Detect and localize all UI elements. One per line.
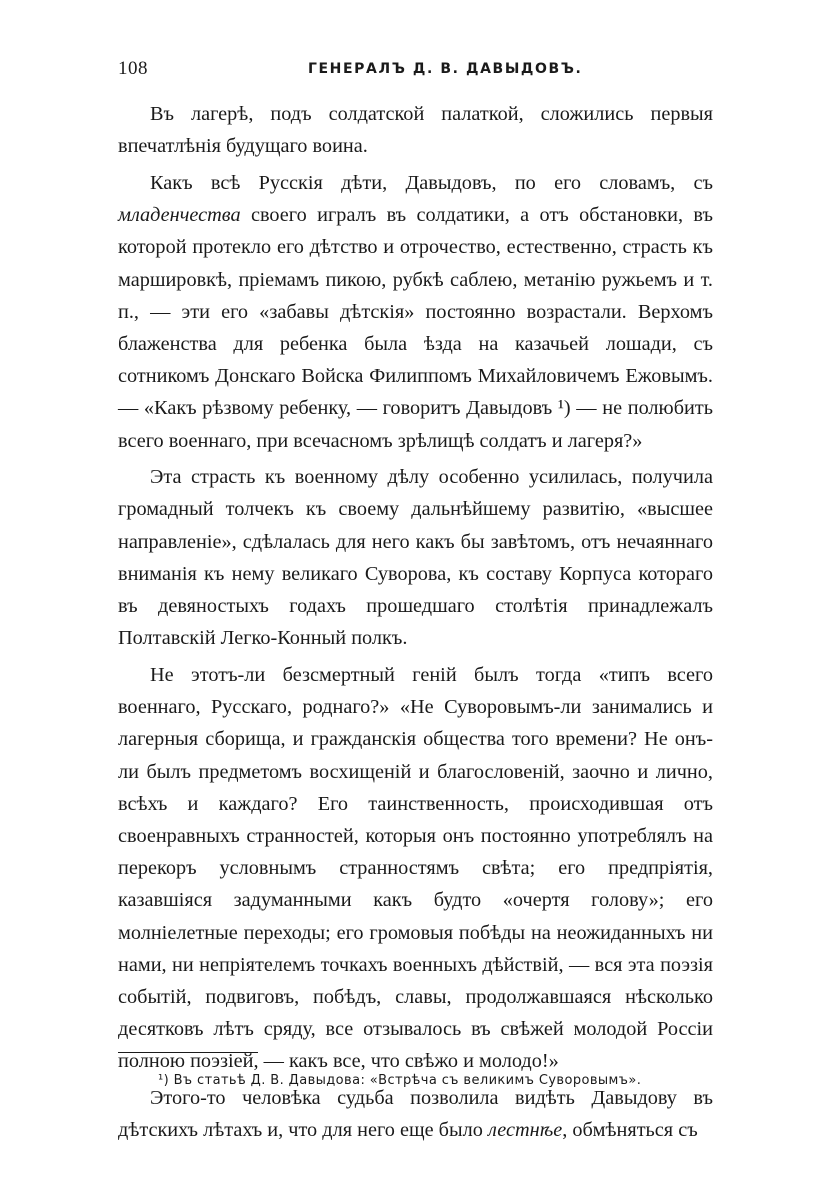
text-segment: Этого-то человѣка судьба позволила видѣть Давыдову въ дѣтскихъ лѣтахъ и, что для него еще было <box>118 1087 713 1142</box>
paragraph-5 <box>118 1082 713 1146</box>
paragraph-2 <box>118 167 713 457</box>
paragraph-3 <box>118 461 713 654</box>
text-segment: своего игралъ въ солдатики, а отъ обстановки, въ которой протекло его дѣтство и отрочество, естественно, страсть къ маршировкѣ, пріемамъ пикою, рубкѣ саблею, метанію ружьемъ и т. п., — эти его «забавы дѣтскія» постоянно возрастали. Верхомъ блаженства для ребенка была ѣзда на казачьей лошади, съ сотникомъ Донскаго Войска Филиппомъ Михайловичемъ Ежовымъ. — «Какъ рѣзвому ребенку, — говоритъ Давыдовъ ¹) — не полюбить всего военнаго, при всечасномъ зрѣлищѣ солдатъ и лагеря?» <box>118 204 713 452</box>
text-segment: Какъ всѣ Русскія дѣти, Давыдовъ, по его словамъ, съ <box>150 171 713 194</box>
paragraph-4 <box>118 659 713 1078</box>
running-head <box>118 58 713 84</box>
text-segment: Не этотъ-ли безсмертный геній былъ тогда «типъ всего военнаго, Русскаго, роднаго?» «Не Суворовымъ-ли занимались и лагерныя сборища, и гражданскія общества того времени? Не онъ-ли былъ предметомъ восхищеній и благословеній, заочно и лично, всѣхъ и каждаго? Его таинственность, происходившая отъ своенравныхъ странностей, которыя онъ постоянно употреблялъ на перекоръ условнымъ странностямъ свѣта; его предпріятія, казавшіяся задуманными какъ будто «очертя голову»; его молніелетные переходы; его громовыя побѣды на неожиданныхъ ни нами, ни непріятелемъ точкахъ военныхъ дѣйствій, — вся эта поэзія событій, подвиговъ, побѣдъ, славы, продолжавшаяся нѣсколько десятковъ лѣтъ сряду, все отзывалось въ свѣжей молодой Россіи полною поэзіей, — какъ все, что свѣжо и молодо!» <box>118 663 713 1073</box>
footnote: ¹) Въ статьѣ Д. В. Давыдова: «Встрѣча съ великимъ Суворовымъ». <box>158 1073 642 1088</box>
header-title: ГЕНЕРАЛЪ Д. В. ДАВЫДОВЪ. <box>308 61 583 77</box>
footnote-rule <box>118 1052 258 1053</box>
italic-phrase: лестнѣе <box>487 1119 563 1142</box>
paragraph-1 <box>118 98 713 162</box>
text-segment: , обмѣняться съ <box>562 1119 698 1142</box>
body-text <box>118 98 713 1151</box>
italic-phrase: младенчества <box>118 204 241 227</box>
text-segment: Эта страсть къ военному дѣлу особенно усилилась, получила громадный толчекъ къ своему дальнѣйшему развитію, «высшее направленіе», сдѣлалась для него какъ бы завѣтомъ, отъ нечаяннаго вниманія къ нему великаго Суворова, къ составу Корпуса котораго въ девяностыхъ годахъ прошедшаго столѣтія принадлежалъ Полтавскій Легко-Конный полкъ. <box>118 466 713 650</box>
page-number: 108 <box>118 58 148 79</box>
text-segment: Въ лагерѣ, подъ солдатской палаткой, сложились первыя впечатлѣнія будущаго воина. <box>118 103 713 158</box>
